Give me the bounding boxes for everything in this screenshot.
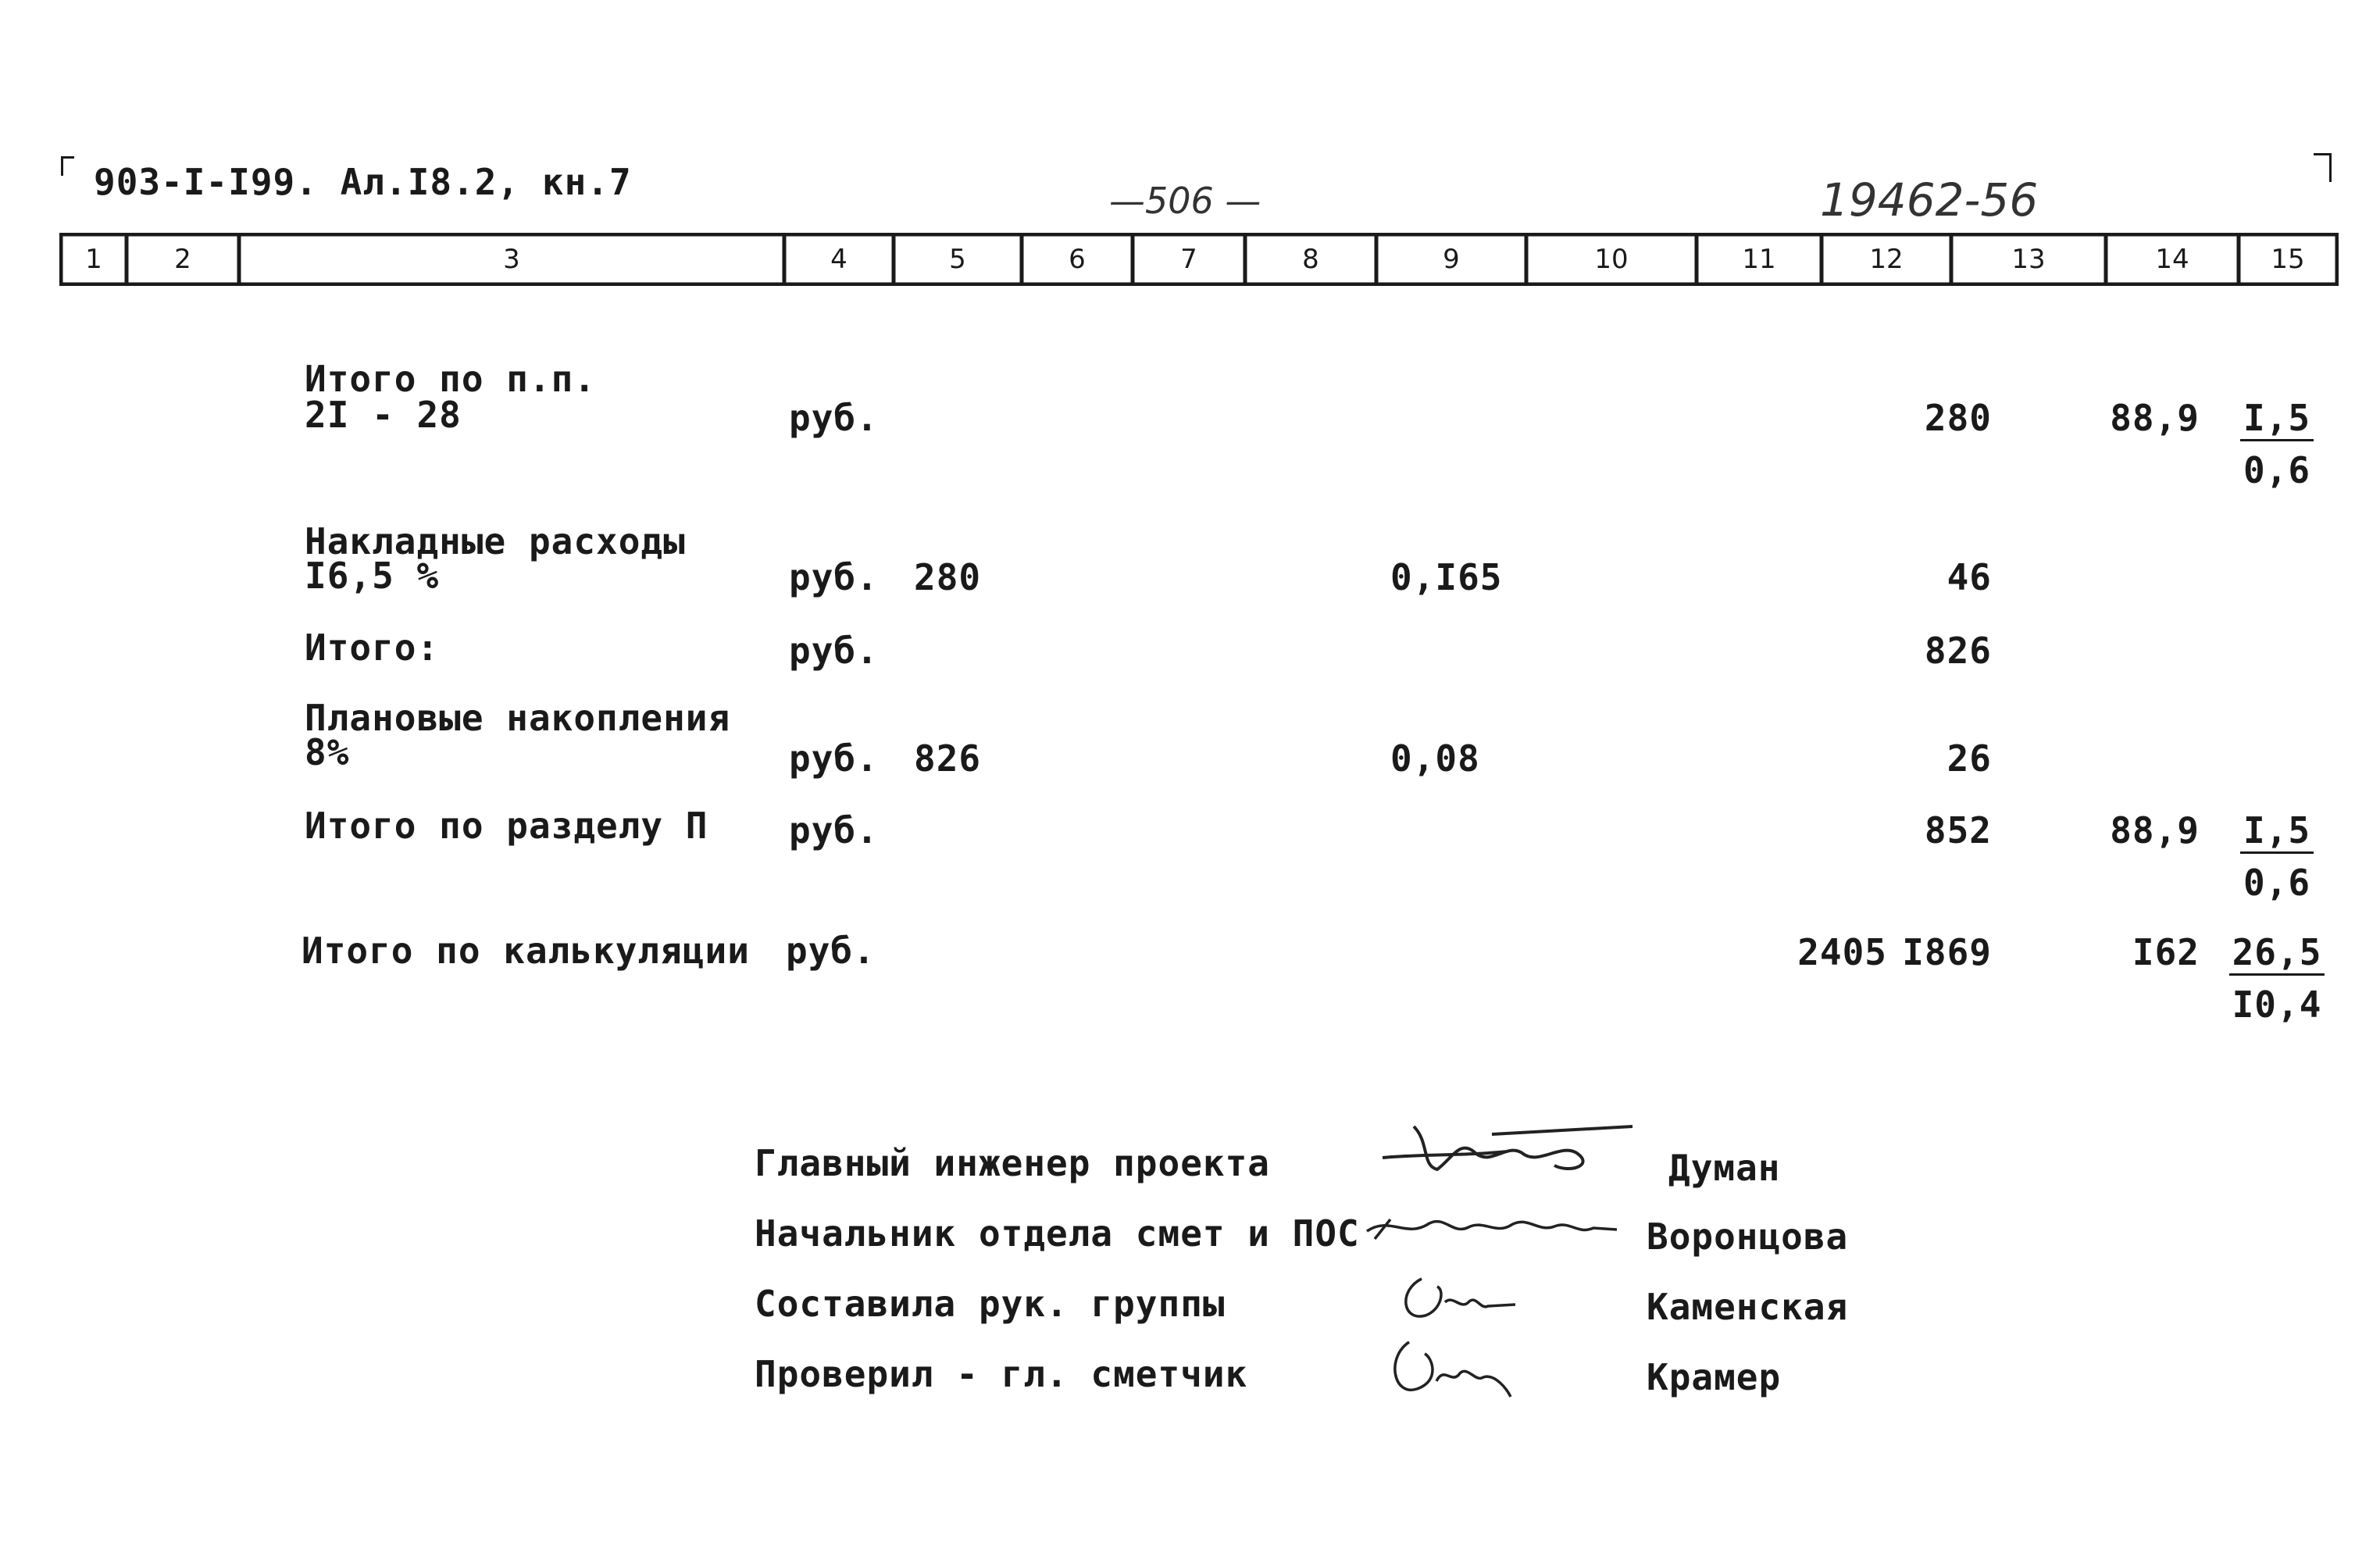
fraction-denominator: 0,6: [2243, 862, 2311, 904]
row-label: Итого по разделу П: [305, 805, 708, 847]
top-left-corner-mark: [61, 156, 74, 176]
cell-col9: 0,I65: [1390, 556, 1503, 598]
row-label: Итого по п.п.: [305, 358, 597, 400]
handwritten-signature: [1375, 1111, 1640, 1181]
cell-col13: 280: [1924, 397, 1992, 439]
row-label: Плановые накопления: [305, 697, 731, 739]
cell-col13: I869: [1902, 931, 1992, 973]
column-number: 14: [2155, 244, 2189, 275]
cell-col13: 852: [1924, 809, 1992, 851]
cell-col13: 26: [1946, 737, 1992, 780]
column-number: 6: [1069, 244, 1086, 275]
row-unit: руб.: [789, 630, 879, 672]
signature-role: Начальник отдела смет и ПОС: [755, 1212, 1360, 1255]
column-number: 10: [1594, 244, 1629, 275]
row-unit: руб.: [789, 809, 879, 851]
row-label-sub: I6,5 %: [305, 555, 440, 597]
cell-col5: 826: [914, 737, 982, 780]
page-number: —506 —: [1109, 180, 1261, 222]
signature-name: Думан: [1668, 1147, 1781, 1189]
row-label-sub: 8%: [305, 731, 350, 773]
row-label: Итого по калькуляции: [302, 930, 750, 972]
top-right-corner-mark: [2314, 153, 2332, 182]
cell-col5: 280: [914, 556, 982, 598]
fraction-numerator: 26,5: [2229, 931, 2325, 976]
row-label-sub: 2I - 28: [305, 394, 462, 436]
cell-col15-fraction: [2211, 931, 2343, 1026]
fraction-numerator: I,5: [2240, 397, 2314, 441]
cell-col13: 826: [1924, 630, 1992, 672]
column-number: 12: [1869, 244, 1904, 275]
column-number: 7: [1180, 244, 1197, 275]
column-number: 2: [174, 244, 191, 275]
cell-col14: 88,9: [2110, 809, 2200, 851]
handwritten-signature: [1378, 1334, 1534, 1405]
cell-col15-fraction: [2218, 809, 2335, 904]
column-number: 11: [1742, 244, 1776, 275]
row-label: Накладные расходы: [305, 520, 686, 562]
fraction-numerator: I,5: [2240, 809, 2314, 854]
column-number: 4: [830, 244, 847, 275]
handwritten-number: 19462-56: [1820, 173, 2039, 227]
column-number: 8: [1302, 244, 1319, 275]
signature-name: Каменская: [1647, 1286, 1849, 1328]
column-number: 9: [1443, 244, 1460, 275]
signature-name: Воронцова: [1647, 1216, 1849, 1258]
signature-role: Составила рук. группы: [755, 1283, 1226, 1325]
cell-col14: 88,9: [2110, 397, 2200, 439]
handwritten-signature: [1359, 1192, 1625, 1255]
row-unit: руб.: [789, 737, 879, 780]
row-unit: руб.: [786, 930, 876, 972]
column-number: 5: [949, 244, 966, 275]
cell-col9: 0,08: [1390, 737, 1480, 780]
cell-col13: 46: [1946, 556, 1992, 598]
column-number: 3: [503, 244, 520, 275]
column-number: 13: [2011, 244, 2046, 275]
cell-col15-fraction: [2218, 397, 2335, 491]
column-header: [59, 233, 2339, 286]
cell-col12: 2405: [1797, 931, 1887, 973]
row-unit: руб.: [789, 397, 879, 439]
fraction-denominator: 0,6: [2243, 449, 2311, 491]
signature-role: Главный инженер проекта: [755, 1142, 1270, 1184]
cell-col14: I62: [2132, 931, 2200, 973]
fraction-denominator: I0,4: [2232, 983, 2322, 1026]
row-unit: руб.: [789, 556, 879, 598]
document-code: 903-I-I99. Ал.I8.2, кн.7: [94, 161, 632, 203]
signature-role: Проверил - гл. сметчик: [755, 1353, 1248, 1395]
row-label: Итого:: [305, 626, 440, 669]
signature-name: Крамер: [1647, 1356, 1782, 1398]
column-number: 1: [85, 244, 102, 275]
handwritten-signature: [1390, 1267, 1531, 1330]
column-number: 15: [2271, 244, 2305, 275]
